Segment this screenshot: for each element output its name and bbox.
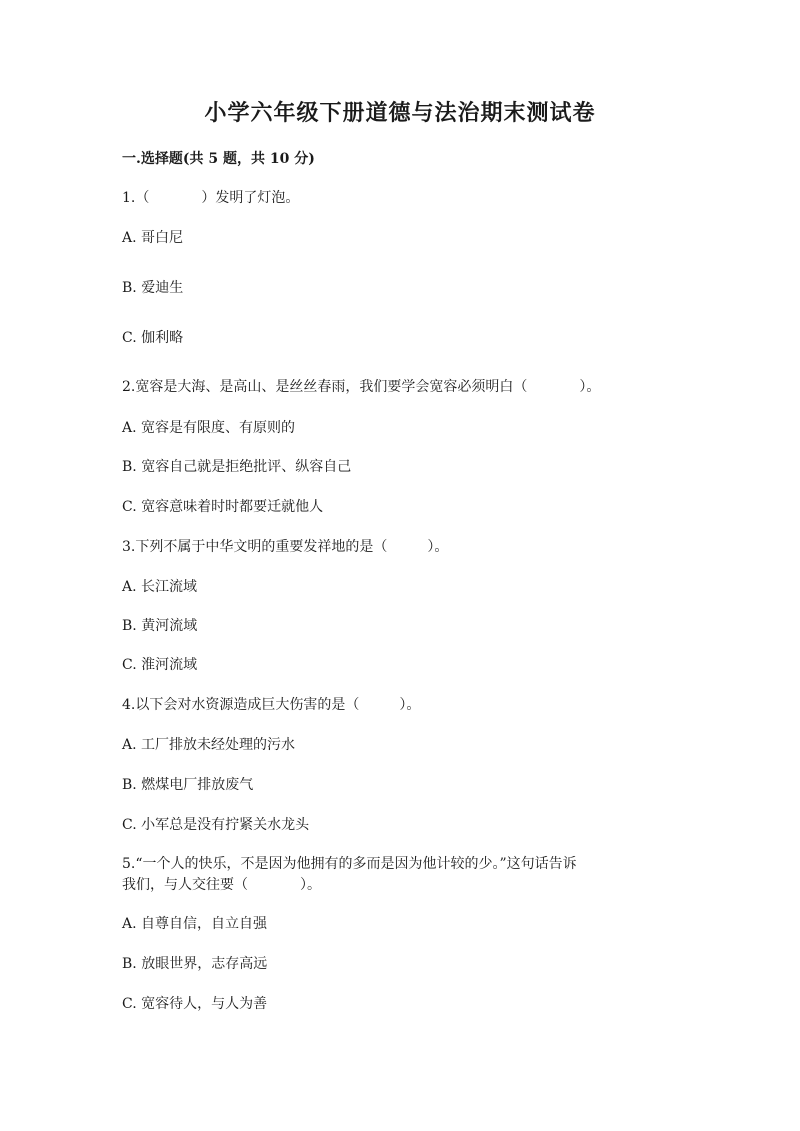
question-stem-after: ）。 bbox=[579, 379, 601, 395]
question-1-option-c: C. 伽利略 bbox=[122, 330, 184, 346]
question-stem-after: ）。 bbox=[399, 697, 421, 713]
question-number: 2. bbox=[122, 379, 136, 395]
question-3-option-b: B. 黄河流域 bbox=[122, 618, 198, 634]
question-3-option-c: C. 淮河流域 bbox=[122, 657, 198, 673]
question-2-stem bbox=[122, 377, 600, 397]
question-stem-after: ）发明了灯泡。 bbox=[201, 190, 300, 206]
question-2-option-b: B. 宽容自己就是拒绝批评、纵容自己 bbox=[122, 459, 352, 475]
question-number: 1. bbox=[122, 190, 136, 206]
question-5-option-b: B. 放眼世界，志存高远 bbox=[122, 956, 268, 972]
question-1-option-a: A. 哥白尼 bbox=[122, 230, 184, 246]
question-3-option-a: A. 长江流域 bbox=[122, 579, 198, 595]
question-stem-before: 我们，与人交往要（ bbox=[122, 877, 248, 893]
question-3-stem bbox=[122, 537, 448, 557]
question-number: 3. bbox=[122, 539, 136, 555]
question-2-option-c: C. 宽容意味着时时都要迁就他人 bbox=[122, 499, 324, 515]
question-4-option-c: C. 小军总是没有拧紧关水龙头 bbox=[122, 817, 310, 833]
question-1-stem bbox=[122, 188, 299, 208]
question-5-stem-line-2 bbox=[122, 875, 321, 895]
question-stem-line-1: “一个人的快乐，不是因为他拥有的多而是因为他计较的少。”这句话告诉 bbox=[135, 856, 577, 872]
section-heading: 一.选择题(共 5 题，共 10 分) bbox=[122, 151, 315, 167]
question-number: 4. bbox=[122, 697, 136, 713]
question-stem-before: 宽容是大海、是高山、是丝丝春雨，我们要学会宽容必须明白（ bbox=[135, 379, 528, 395]
question-5-option-a: A. 自尊自信，自立自强 bbox=[122, 916, 268, 932]
question-stem-after: ）。 bbox=[427, 539, 449, 555]
question-stem-after: ）。 bbox=[300, 877, 321, 893]
page-title: 小学六年级下册道德与法治期末测试卷 bbox=[204, 100, 596, 126]
question-5-option-c: C. 宽容待人，与人为善 bbox=[122, 996, 268, 1012]
question-stem-before: 下列不属于中华文明的重要发祥地的是（ bbox=[135, 539, 388, 555]
question-5-stem-line-1 bbox=[122, 854, 577, 874]
question-4-option-a: A. 工厂排放未经处理的污水 bbox=[122, 737, 296, 753]
question-4-stem bbox=[122, 695, 420, 715]
question-2-option-a: A. 宽容是有限度、有原则的 bbox=[122, 420, 296, 436]
question-4-option-b: B. 燃煤电厂排放废气 bbox=[122, 777, 254, 793]
question-stem-before: 以下会对水资源造成巨大伤害的是（ bbox=[135, 697, 360, 713]
question-1-option-b: B. 爱迪生 bbox=[122, 280, 184, 296]
question-number: 5. bbox=[122, 856, 136, 872]
question-stem-before: （ bbox=[135, 190, 150, 206]
